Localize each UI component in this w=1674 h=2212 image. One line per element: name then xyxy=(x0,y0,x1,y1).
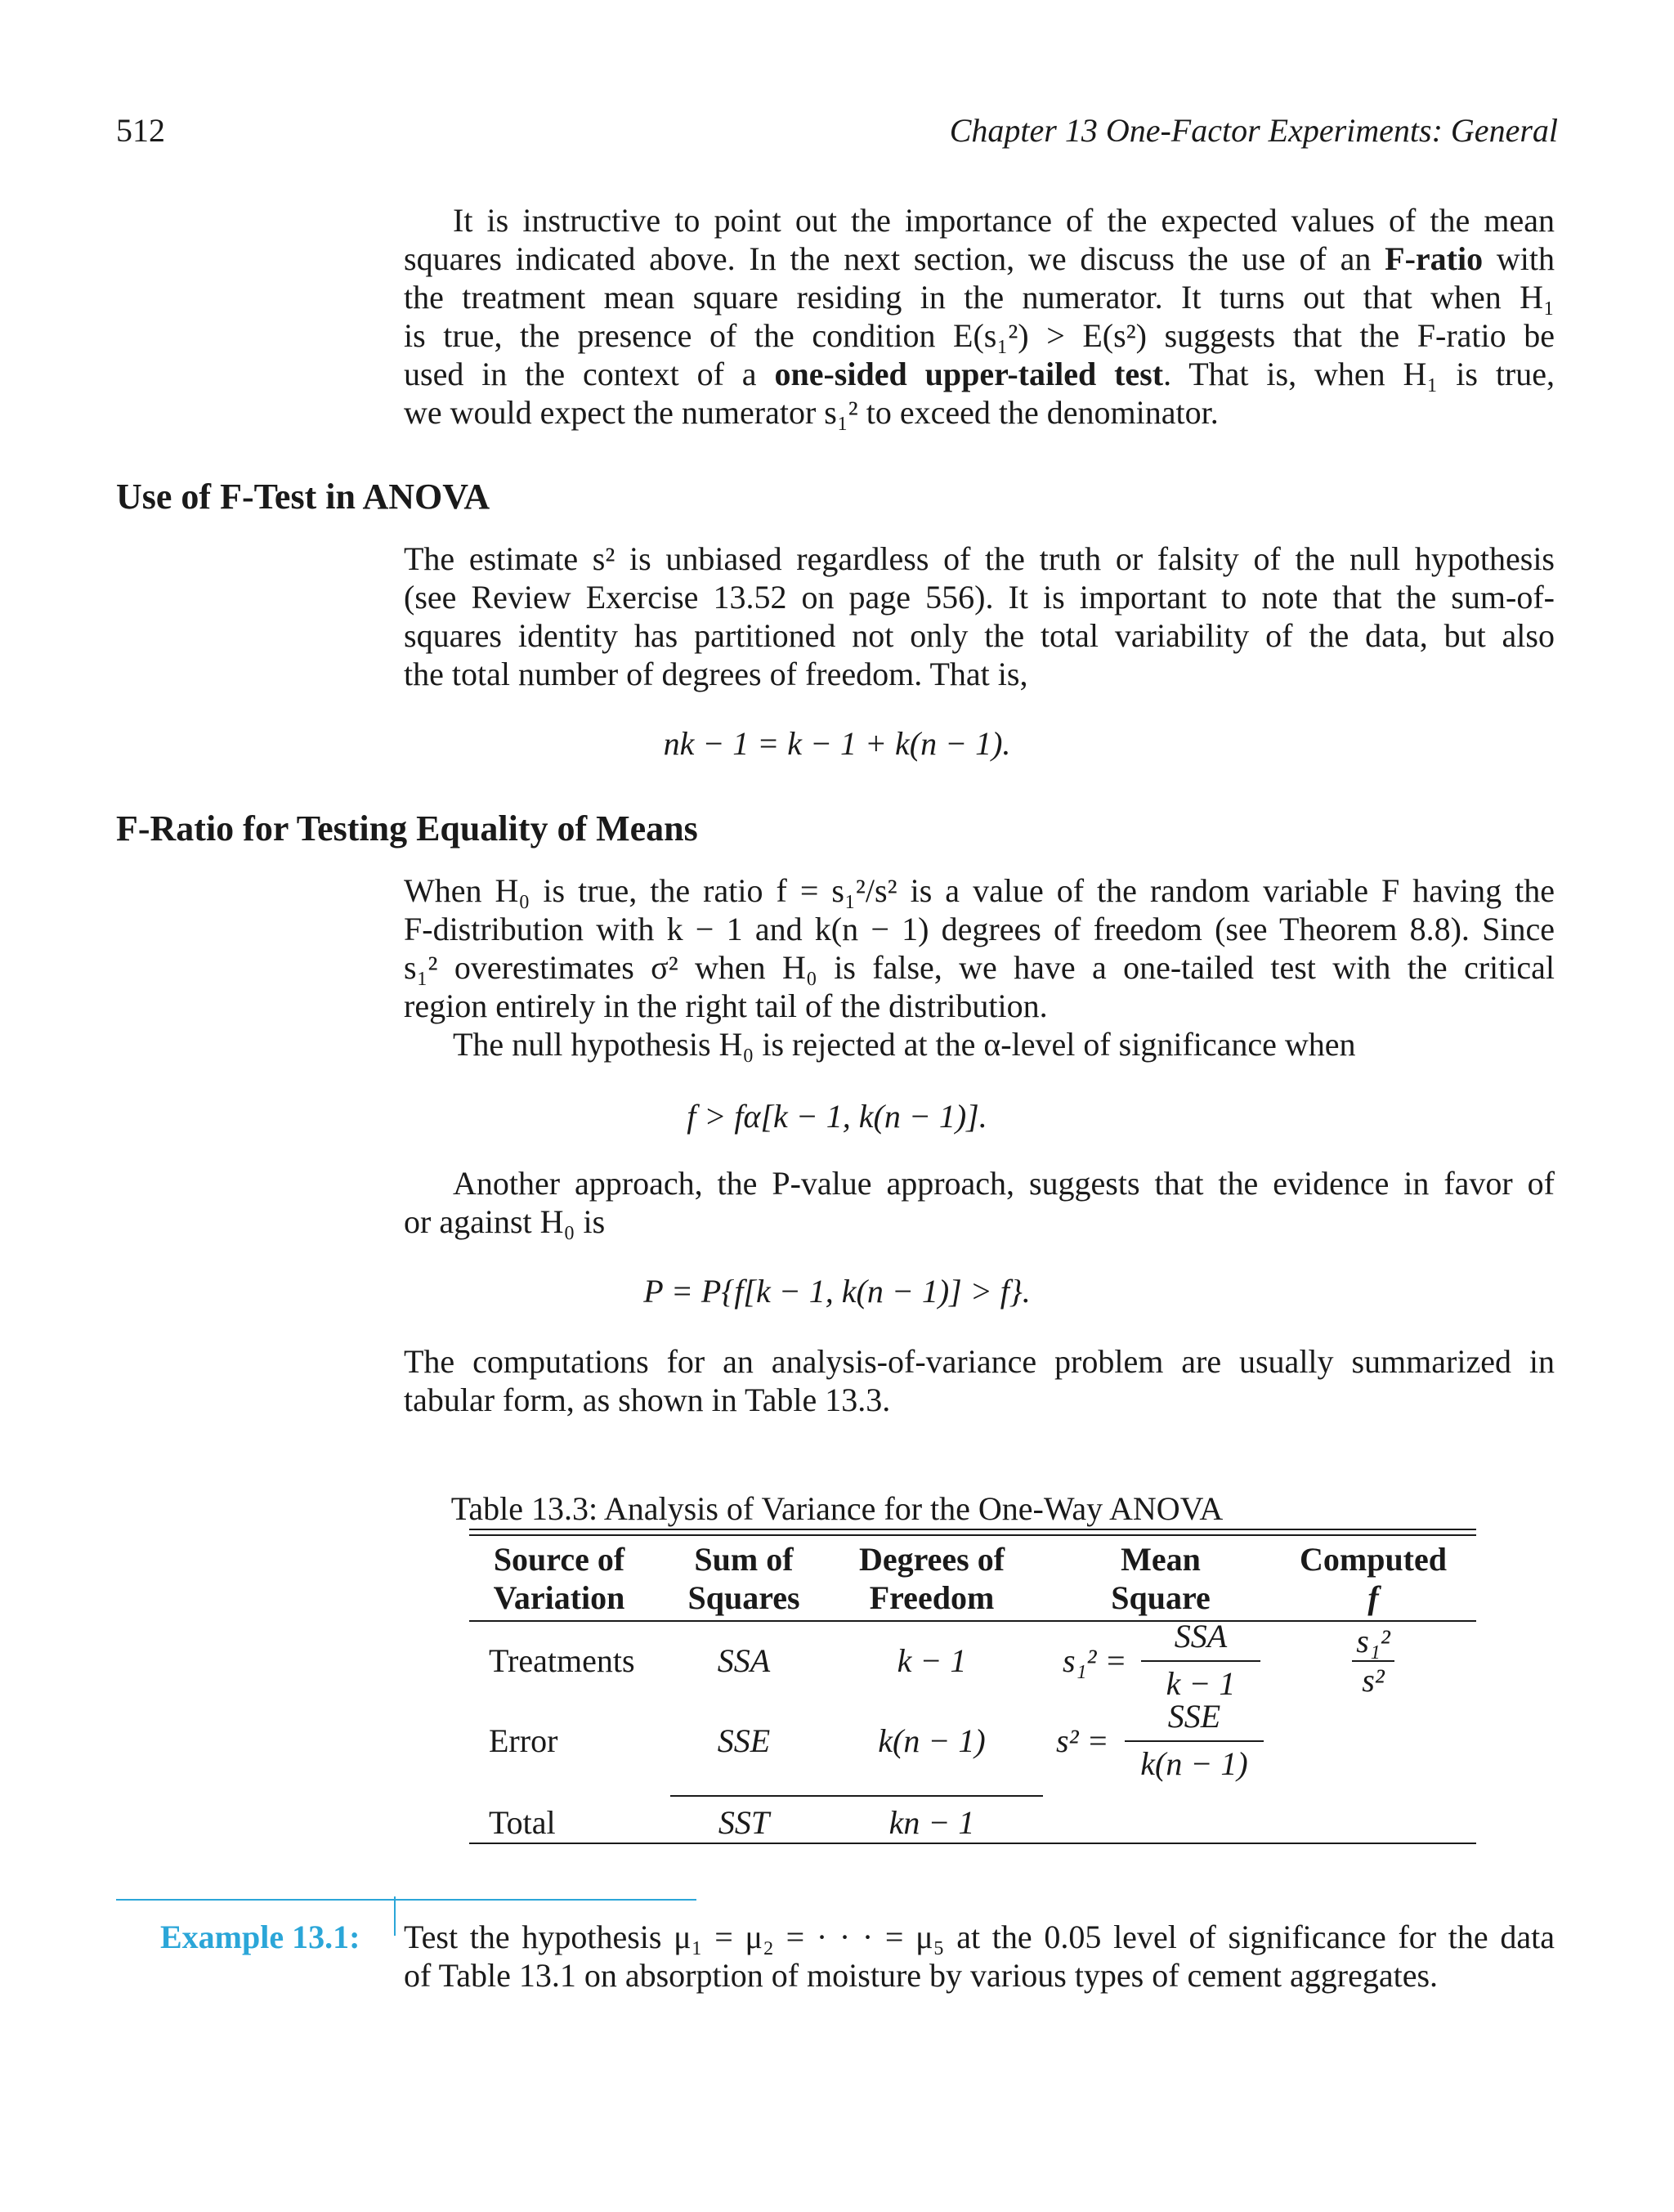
fraction-bar xyxy=(1125,1740,1264,1742)
column-header: Computed f xyxy=(1299,1541,1448,1616)
text-line: the total number of degrees of freedom. That is, xyxy=(404,656,1028,692)
table-bottom-rule xyxy=(469,1843,1476,1844)
text-line: When H₀ is true, the ratio f = s₁²/s² is a value of the random variable F having the xyxy=(404,872,1555,909)
row-df: k − 1 xyxy=(897,1642,967,1679)
text-line: or against H₀ is xyxy=(404,1203,606,1240)
column-header: Degrees of Freedom xyxy=(858,1541,1005,1616)
text-line: F-distribution with k − 1 and k(n − 1) degrees of freedom (see Theorem 8.8). Since xyxy=(404,911,1555,947)
text-line: tabular form, as shown in Table 13.3. xyxy=(404,1381,891,1418)
table-caption: Table 13.3: Analysis of Variance for the One-Way ANOVA xyxy=(450,1490,1224,1527)
bold-term: F-ratio xyxy=(1385,240,1484,277)
f-denominator: s² xyxy=(1362,1662,1385,1699)
row-source: Total xyxy=(489,1804,556,1841)
example-label: Example 13.1: xyxy=(160,1919,360,1955)
fraction-bar xyxy=(1141,1660,1260,1662)
section-heading-f-ratio: F-Ratio for Testing Equality of Means xyxy=(116,808,698,849)
table-header-rule xyxy=(469,1620,1476,1622)
table-top-rule xyxy=(469,1529,1476,1530)
ms-numerator: SSE xyxy=(1167,1698,1221,1735)
table-top-rule xyxy=(469,1534,1476,1536)
ms-denominator: k(n − 1) xyxy=(1140,1745,1248,1782)
equation-p-value: P = P{f[k − 1, k(n − 1)] > f}. xyxy=(643,1273,1031,1310)
example-rule xyxy=(116,1899,696,1901)
column-header: Source of Variation xyxy=(493,1541,625,1616)
text-line: s₁² overestimates σ² when H₀ is false, we have a one-tailed test with the critical xyxy=(404,949,1555,986)
text-line: The estimate s² is unbiased regardless of the truth or falsity of the null hypothesis xyxy=(404,540,1555,577)
total-rule xyxy=(670,1795,1043,1797)
ms-numerator: SSA xyxy=(1174,1618,1228,1655)
intro-line: we would expect the numerator s₁² to exceed the denominator. xyxy=(404,394,1219,431)
f-numerator: s₁² xyxy=(1356,1623,1390,1659)
row-source: Error xyxy=(489,1722,558,1759)
ms-denominator: k − 1 xyxy=(1166,1665,1236,1702)
intro-line: squares indicated above. In the next section, we discuss the use of an F-ratio with xyxy=(404,240,1555,277)
text-line: Test the hypothesis μ₁ = μ₂ = · · · = μ₅ at the 0.05 level of significance for the data xyxy=(404,1919,1555,1955)
pvalue-paragraph xyxy=(404,1164,1555,1241)
row-ss: SST xyxy=(718,1804,770,1841)
column-header: Mean Square xyxy=(1111,1541,1211,1616)
example-margin-bar xyxy=(394,1896,396,1936)
page-number: 512 xyxy=(116,112,165,149)
column-header: Sum of Squares xyxy=(687,1541,800,1616)
section2-paragraph xyxy=(404,871,1555,1063)
chapter-title: Chapter 13 One-Factor Experiments: General xyxy=(949,112,1558,149)
text-line: squares identity has partitioned not only the total variability of the data, but also xyxy=(404,617,1555,654)
example-paragraph xyxy=(404,1918,1555,1995)
text-line: Another approach, the P-value approach, suggests that the evidence in favor of xyxy=(453,1165,1555,1202)
equation-rejection-region: f > fα[k − 1, k(n − 1)]. xyxy=(687,1098,987,1135)
intro-line: is true, the presence of the condition E(s₁²) > E(s²) suggests that the F-ratio be xyxy=(404,317,1555,354)
section-heading-f-test: Use of F-Test in ANOVA xyxy=(116,477,490,517)
row-df: kn − 1 xyxy=(888,1804,975,1841)
section1-paragraph xyxy=(404,540,1555,693)
row-ss: SSE xyxy=(717,1722,771,1759)
tabular-paragraph xyxy=(404,1342,1555,1419)
row-source: Treatments xyxy=(489,1642,635,1679)
row-df: k(n − 1) xyxy=(878,1722,986,1759)
bold-term: one-sided upper-tailed test xyxy=(774,356,1164,392)
ms-lhs: s² = xyxy=(1056,1722,1109,1759)
text-line: region entirely in the right tail of the distribution. xyxy=(404,987,1048,1024)
text-line: The null hypothesis H₀ is rejected at the α-level of significance when xyxy=(453,1026,1356,1063)
intro-line: used in the context of a one-sided upper-tailed test. That is, when H₁ is true, xyxy=(404,356,1555,392)
text-line: The computations for an analysis-of-variance problem are usually summarized in xyxy=(404,1343,1555,1380)
intro-line: the treatment mean square residing in the numerator. It turns out that when H₁ xyxy=(404,279,1555,316)
text-line: of Table 13.1 on absorption of moisture by various types of cement aggregates. xyxy=(404,1957,1439,1994)
intro-paragraph xyxy=(404,201,1555,432)
intro-line: It is instructive to point out the importance of the expected values of the mean xyxy=(453,202,1555,239)
text-line: (see Review Exercise 13.52 on page 556). It is important to note that the sum-of- xyxy=(404,579,1555,616)
equation-degrees-of-freedom: nk − 1 = k − 1 + k(n − 1). xyxy=(663,725,1011,762)
row-ss: SSA xyxy=(717,1642,771,1679)
ms-lhs: s₁² = xyxy=(1063,1642,1127,1679)
